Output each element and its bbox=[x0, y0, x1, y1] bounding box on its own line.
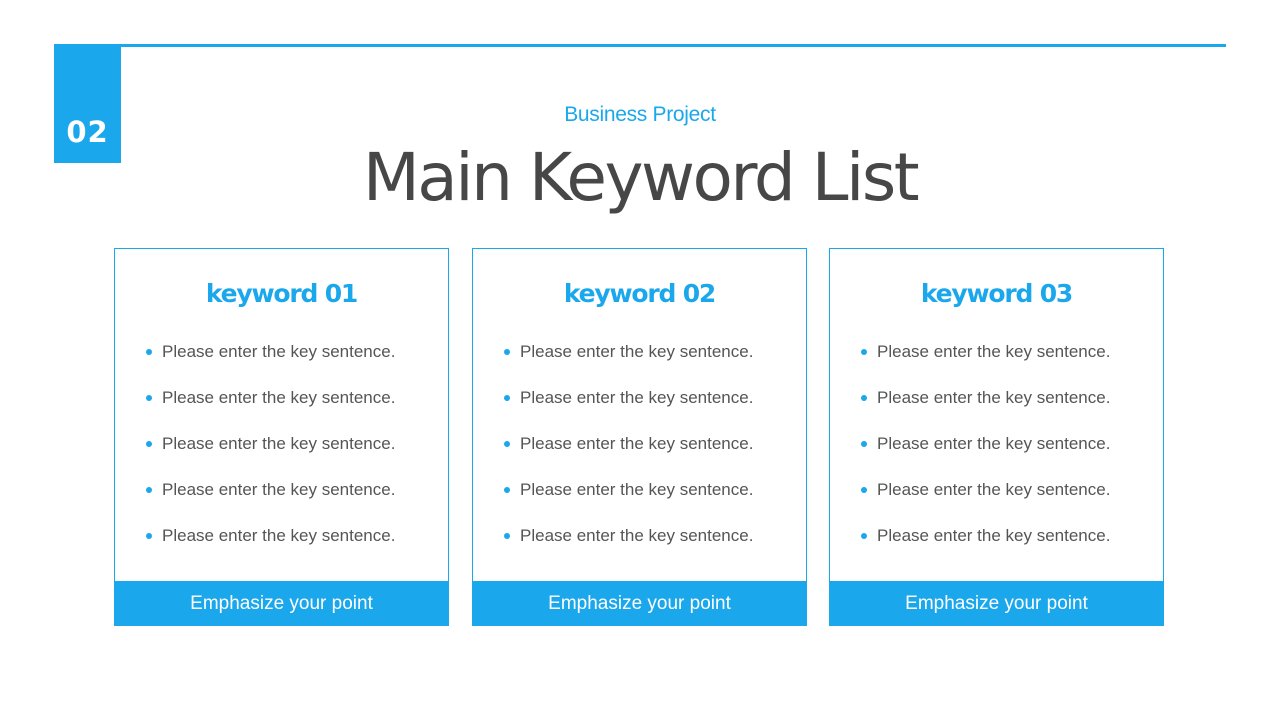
bullet-text: Please enter the key sentence. bbox=[520, 434, 754, 453]
bullet-item bbox=[861, 337, 1153, 383]
bullet-item bbox=[504, 521, 796, 567]
keyword-card-title: keyword 01 bbox=[205, 279, 358, 308]
bullet-text: Please enter the key sentence. bbox=[520, 480, 754, 499]
bullet-text: Please enter the key sentence. bbox=[162, 388, 396, 407]
emphasis-footer: Emphasize your point bbox=[472, 581, 807, 626]
bullet-text: Please enter the key sentence. bbox=[877, 434, 1111, 453]
keyword-bullet-list bbox=[146, 337, 438, 567]
bullet-dot-icon bbox=[504, 349, 510, 355]
bullet-item bbox=[146, 521, 438, 567]
bullet-item bbox=[146, 429, 438, 475]
section-number: 02 bbox=[66, 115, 109, 149]
bullet-dot-icon bbox=[146, 487, 152, 493]
bullet-item bbox=[146, 475, 438, 521]
bullet-item bbox=[504, 337, 796, 383]
bullet-text: Please enter the key sentence. bbox=[520, 342, 754, 361]
bullet-text: Please enter the key sentence. bbox=[877, 480, 1111, 499]
slide-subtitle: Business Project bbox=[564, 103, 716, 126]
bullet-item bbox=[504, 475, 796, 521]
bullet-dot-icon bbox=[861, 487, 867, 493]
bullet-item bbox=[861, 383, 1153, 429]
bullet-dot-icon bbox=[504, 395, 510, 401]
top-accent-line bbox=[54, 44, 1226, 47]
bullet-item bbox=[504, 429, 796, 475]
bullet-item bbox=[861, 521, 1153, 567]
bullet-item bbox=[861, 475, 1153, 521]
bullet-text: Please enter the key sentence. bbox=[877, 388, 1111, 407]
bullet-dot-icon bbox=[861, 533, 867, 539]
bullet-dot-icon bbox=[146, 349, 152, 355]
bullet-dot-icon bbox=[861, 349, 867, 355]
bullet-dot-icon bbox=[861, 441, 867, 447]
bullet-dot-icon bbox=[504, 441, 510, 447]
keyword-card-title: keyword 03 bbox=[920, 279, 1073, 308]
bullet-dot-icon bbox=[504, 533, 510, 539]
bullet-text: Please enter the key sentence. bbox=[520, 526, 754, 545]
bullet-dot-icon bbox=[146, 395, 152, 401]
bullet-text: Please enter the key sentence. bbox=[162, 342, 396, 361]
bullet-dot-icon bbox=[504, 487, 510, 493]
keyword-card-1 bbox=[114, 248, 449, 626]
bullet-text: Please enter the key sentence. bbox=[162, 526, 396, 545]
bullet-item bbox=[504, 383, 796, 429]
keyword-bullet-list bbox=[861, 337, 1153, 567]
slide-title: Main Keyword List bbox=[362, 139, 918, 216]
keyword-card-2 bbox=[472, 248, 807, 626]
bullet-text: Please enter the key sentence. bbox=[877, 526, 1111, 545]
bullet-item bbox=[146, 337, 438, 383]
emphasis-footer: Emphasize your point bbox=[829, 581, 1164, 626]
bullet-item bbox=[861, 429, 1153, 475]
keyword-card-title: keyword 02 bbox=[563, 279, 716, 308]
bullet-dot-icon bbox=[146, 441, 152, 447]
bullet-text: Please enter the key sentence. bbox=[162, 480, 396, 499]
bullet-text: Please enter the key sentence. bbox=[877, 342, 1111, 361]
keyword-bullet-list bbox=[504, 337, 796, 567]
bullet-text: Please enter the key sentence. bbox=[520, 388, 754, 407]
bullet-text: Please enter the key sentence. bbox=[162, 434, 396, 453]
bullet-item bbox=[146, 383, 438, 429]
emphasis-footer: Emphasize your point bbox=[114, 581, 449, 626]
bullet-dot-icon bbox=[146, 533, 152, 539]
keyword-card-3 bbox=[829, 248, 1164, 626]
bullet-dot-icon bbox=[861, 395, 867, 401]
